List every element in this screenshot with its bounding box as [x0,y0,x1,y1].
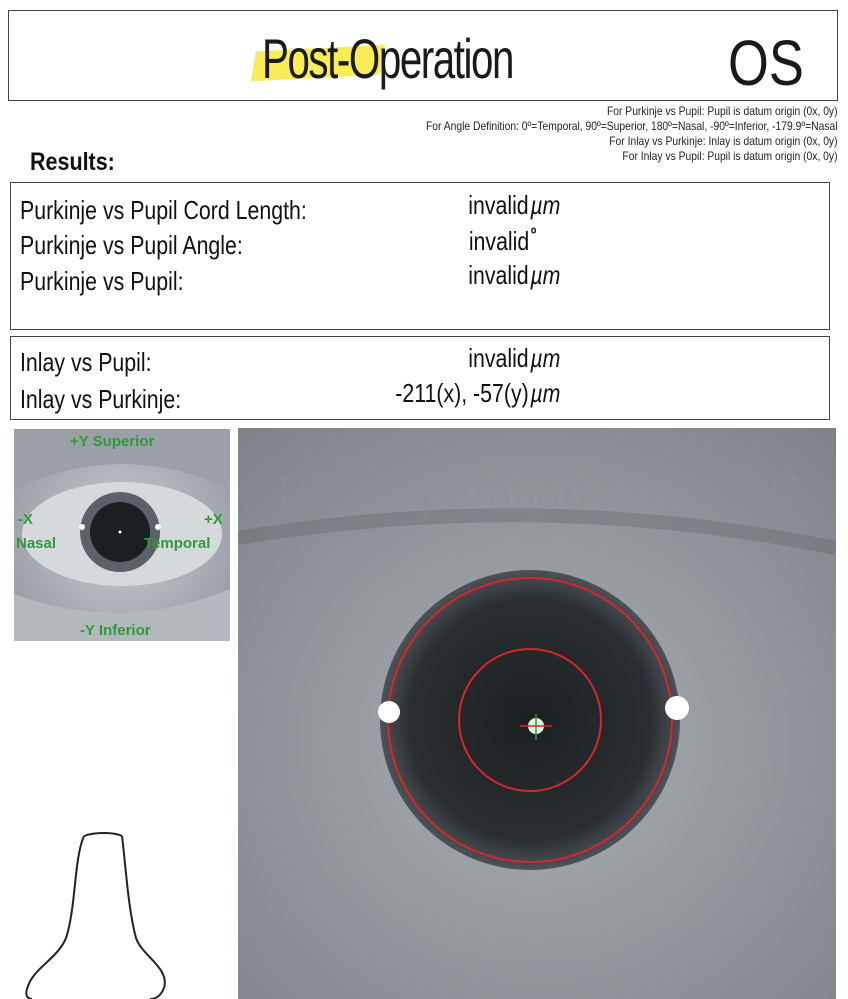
note-line: For Purkinje vs Pupil: Pupil is datum origin (0x, 0y) [607,104,838,118]
eye-indicator: OS [728,27,804,99]
title-rest: -Operation [336,27,514,90]
value-text: invalid [467,190,529,220]
result-value [469,226,536,257]
result-label: Purkinje vs Pupil: [20,266,184,296]
result-value [395,378,560,409]
orientation-thumbnail [14,429,230,641]
nose-orientation-icon [14,828,174,999]
result-label: Inlay vs Purkinje: [20,384,182,414]
definition-notes [359,104,838,164]
eye-photo [238,428,836,999]
result-label: Purkinje vs Pupil Angle: [20,230,243,260]
watermark-title: Post-Operation [278,466,588,518]
axis-label-pos-x: +X [204,511,223,528]
unit-text: µm [529,260,560,290]
value-text: invalid [467,260,529,290]
unit-text: µm [529,378,560,408]
note-line: For Inlay vs Purkinje: Inlay is datum origin (0x, 0y) [609,134,838,148]
value-text: invalid [467,343,529,373]
results-heading: Results: [30,148,115,176]
note-line: For Inlay vs Pupil: Pupil is datum origin (0x, 0y) [622,149,838,163]
axis-label-neg-x: -X [18,511,33,528]
result-value [468,190,560,221]
unit-text: µm [529,190,560,220]
result-label: Inlay vs Pupil: [20,347,152,377]
result-value [468,343,560,374]
axis-label-temporal: Temporal [144,535,211,552]
eye-capture-image [238,428,836,999]
page-title [262,26,611,90]
axis-label-superior: +Y Superior [70,433,155,450]
result-label: Purkinje vs Pupil Cord Length: [20,195,307,225]
result-value [468,260,560,291]
axis-label-inferior: -Y Inferior [80,622,151,639]
unit-text: µm [529,343,560,373]
watermark-eye: OS [728,463,801,519]
unit-text: º [530,224,536,244]
note-line: For Angle Definition: 0º=Temporal, 90º=Superior, 180º=Nasal, -90º=Inferior, -179.9º=Nasal [426,119,838,133]
value-text: invalid [468,226,529,256]
axis-label-nasal: Nasal [16,535,57,552]
value-text: -211(x), -57(y) [394,378,529,408]
title-highlight-word: Post [262,27,337,90]
